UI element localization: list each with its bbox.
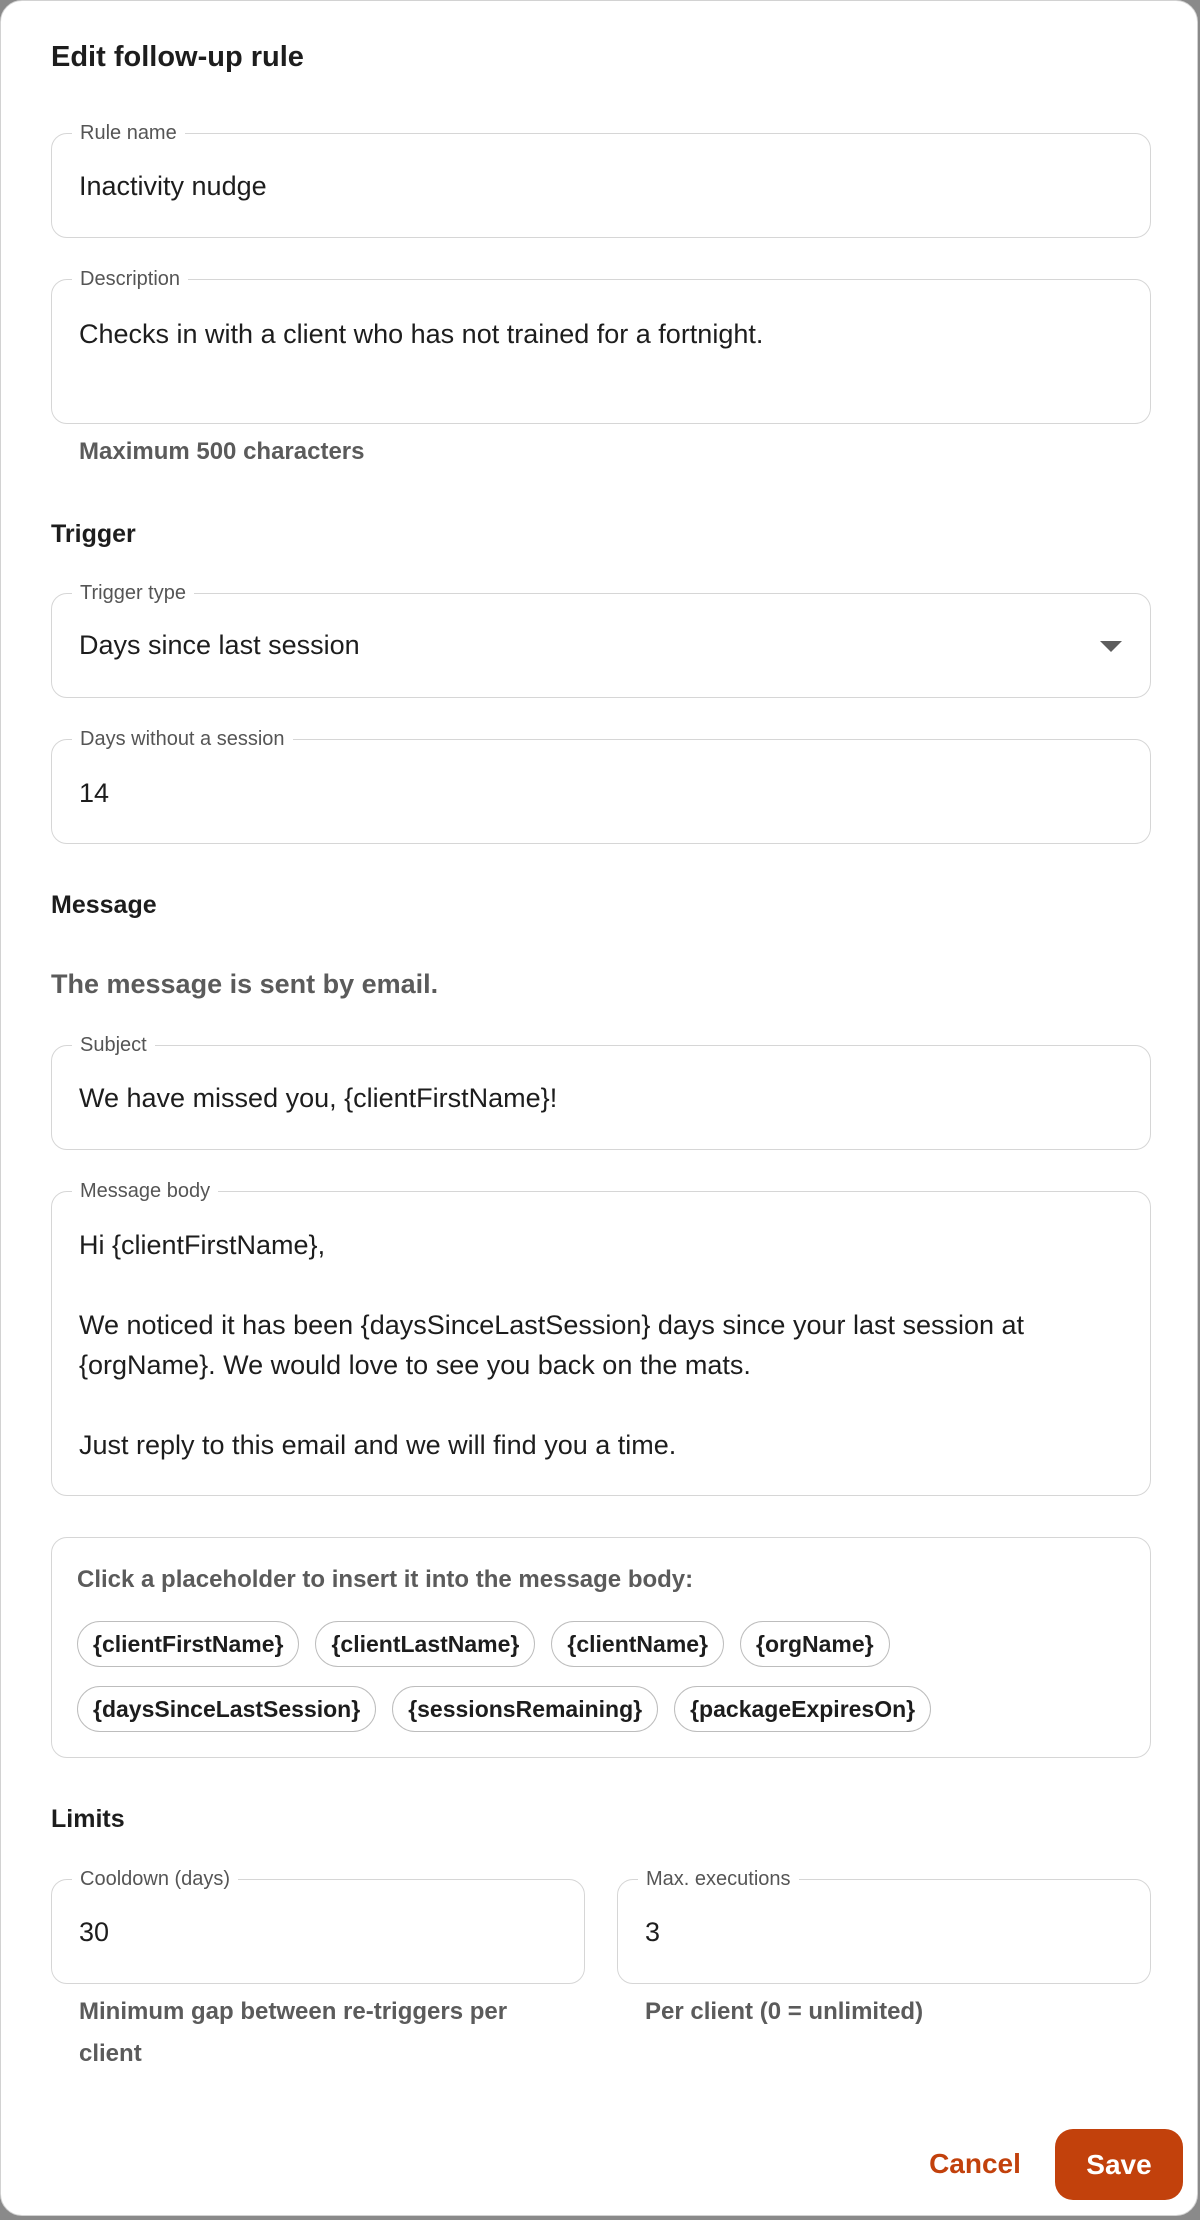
limits-heading: Limits — [51, 1805, 125, 1833]
subject-field[interactable] — [51, 1034, 1151, 1150]
rule-name-value: Inactivity nudge — [79, 171, 267, 201]
description-field[interactable] — [51, 268, 1151, 424]
save-button[interactable]: Save — [1055, 2129, 1183, 2200]
days-without-session-label: Days without a session — [72, 727, 293, 751]
message-body-field[interactable] — [51, 1180, 1151, 1496]
chip-package-expires-on[interactable]: {packageExpiresOn} — [674, 1686, 931, 1732]
message-body-value: Hi {clientFirstName}, We noticed it has been {daysSinceLastSession} days since your last session at {orgName}. We would love to see you back on the mats. Just reply to this email and we will find you a time. — [79, 1230, 1025, 1460]
chip-client-last-name[interactable]: {clientLastName} — [315, 1621, 535, 1667]
placeholder-row-1 — [77, 1621, 890, 1667]
description-value: Checks in with a client who has not trained for a fortnight. — [79, 319, 764, 349]
max-executions-field[interactable] — [617, 1868, 1151, 1984]
description-label: Description — [72, 267, 188, 291]
days-without-session-value: 14 — [79, 778, 110, 808]
trigger-heading: Trigger — [51, 520, 136, 548]
chip-client-first-name[interactable]: {clientFirstName} — [77, 1621, 299, 1667]
trigger-type-value: Days since last session — [79, 630, 360, 660]
rule-name-field[interactable] — [51, 122, 1151, 238]
placeholder-hint: Click a placeholder to insert it into the message body: — [77, 1566, 694, 1593]
description-helper: Maximum 500 characters — [79, 438, 365, 465]
cooldown-field[interactable] — [51, 1868, 585, 1984]
message-heading: Message — [51, 891, 157, 919]
chip-org-name[interactable]: {orgName} — [740, 1621, 890, 1667]
chevron-down-icon[interactable] — [1100, 641, 1122, 652]
chip-days-since-last-session[interactable]: {daysSinceLastSession} — [77, 1686, 376, 1732]
message-body-label: Message body — [72, 1179, 218, 1203]
email-note: The message is sent by email. — [51, 969, 439, 999]
cancel-button[interactable]: Cancel — [917, 2129, 1033, 2199]
cooldown-value: 30 — [79, 1917, 110, 1947]
max-executions-label: Max. executions — [638, 1867, 799, 1891]
trigger-type-label: Trigger type — [72, 581, 194, 605]
dialog-title: Edit follow-up rule — [51, 41, 304, 73]
chip-client-name[interactable]: {clientName} — [551, 1621, 724, 1667]
cooldown-helper: Minimum gap between re-triggers per client — [79, 1998, 508, 2067]
rule-name-label: Rule name — [72, 121, 185, 145]
trigger-type-select[interactable] — [51, 582, 1151, 698]
subject-value: We have missed you, {clientFirstName}! — [79, 1083, 558, 1113]
placeholder-panel — [51, 1537, 1151, 1758]
chip-sessions-remaining[interactable]: {sessionsRemaining} — [392, 1686, 658, 1732]
subject-label: Subject — [72, 1033, 155, 1057]
cooldown-label: Cooldown (days) — [72, 1867, 238, 1891]
max-executions-value: 3 — [645, 1917, 661, 1947]
days-without-session-field[interactable] — [51, 728, 1151, 844]
placeholder-row-2 — [77, 1686, 931, 1732]
max-executions-helper: Per client (0 = unlimited) — [645, 1998, 924, 2025]
